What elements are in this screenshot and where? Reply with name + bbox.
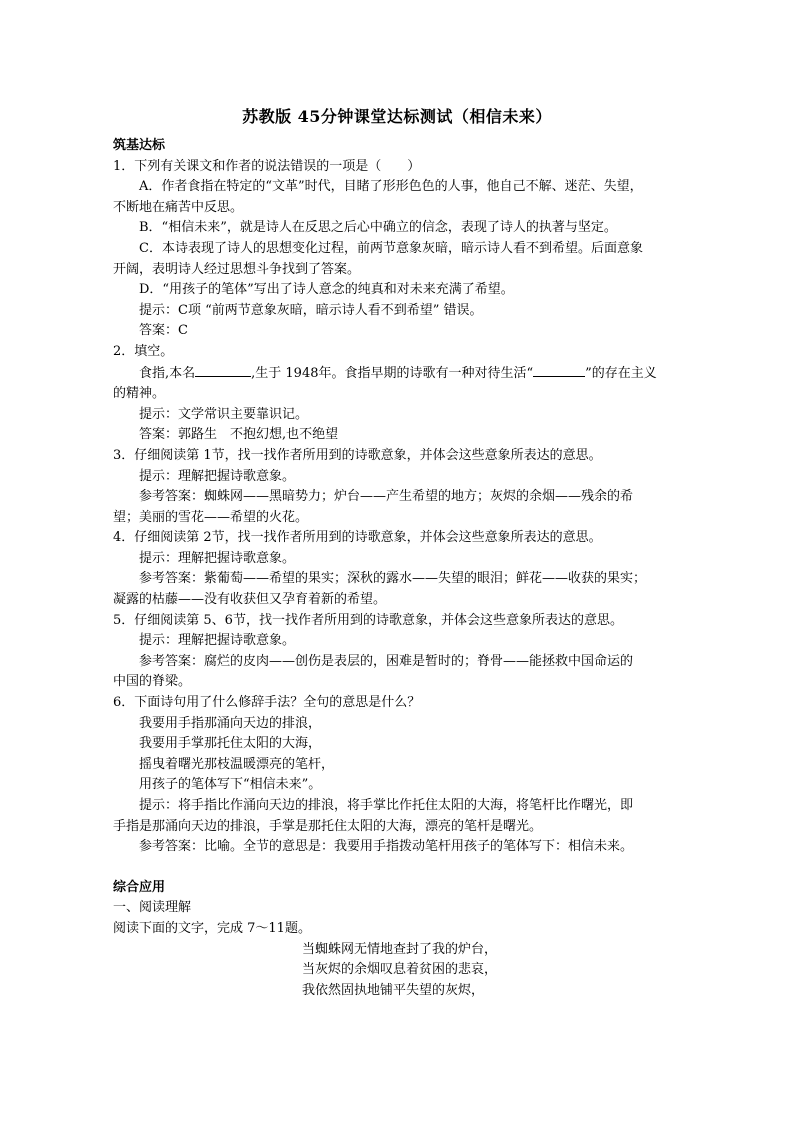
q2-fill-text [113, 363, 681, 385]
q5-hint: 提示：理解把握诗歌意象。 [139, 633, 296, 649]
q4-answer: 参考答案：紫葡萄——希望的果实；深秋的露水——失望的眼泪；鲜花——收获的果实； [139, 571, 647, 587]
q6-verse: 用孩子的笔体写下“相信未来”。 [139, 777, 322, 793]
q2-stem: 2．填空。 [113, 343, 174, 359]
q6-answer: 参考答案：比喻。全节的意思是：我要用手指拨动笔杆用孩子的笔体写下：相信未来。 [139, 839, 634, 855]
poem-line: 当蜘蛛网无情地查封了我的炉台， [302, 941, 498, 957]
q3-hint: 提示：理解把握诗歌意象。 [139, 468, 296, 484]
q5-stem: 5．仔细阅读第 5、6节，找一找作者所用到的诗歌意象，并体会这些意象所表达的意思。 [113, 612, 623, 628]
fill-blank-1[interactable] [195, 363, 251, 377]
poem-line: 我依然固执地铺平失望的灰烬， [302, 982, 485, 998]
q1-option-b: B．“相信未来”，就是诗人在反思之后心中确立的信念，表现了诗人的执著与坚定。 [139, 220, 617, 236]
section-gap [113, 858, 681, 878]
section-heading-applied: 综合应用 [113, 879, 166, 895]
q2-text-part1: 食指,本名 [139, 365, 196, 381]
q4-hint: 提示：理解把握诗歌意象。 [139, 550, 296, 566]
q6-verse: 我要用手掌那托住太阳的大海， [139, 736, 322, 752]
q6-stem: 6．下面诗句用了什么修辞手法？全句的意思是什么？ [113, 695, 421, 711]
q2-text-part2: ,生于 1948年。食指早期的诗歌有一种对待生活“ [251, 365, 534, 381]
q2-text-cont: 的精神。 [113, 386, 166, 402]
q1-option-c-cont: 开阔，表明诗人经过思想斗争找到了答案。 [113, 261, 361, 277]
q2-text-part3: ”的存在主义 [585, 365, 657, 381]
q3-stem: 3．仔细阅读第 1节，找一找作者所用到的诗歌意象，并体会这些意象所表达的意思。 [113, 447, 602, 463]
q1-hint: 提示：C项 “前两节意象灰暗，暗示诗人看不到希望” 错误。 [139, 302, 483, 318]
q4-answer-cont: 凝露的枯藤——没有收获但又孕育着新的希望。 [113, 592, 387, 608]
q3-answer: 参考答案：蜘蛛网——黑暗势力；炉台——产生希望的地方；灰烬的余烟——残余的希 [139, 489, 634, 505]
q1-stem: 1．下列有关课文和作者的说法错误的一项是（ ） [113, 158, 421, 174]
fill-blank-2[interactable] [533, 363, 585, 377]
q1-option-a: A．作者食指在特定的“文革”时代，目睹了形形色色的人事，他自己不解、迷茫、失望， [139, 179, 643, 195]
q5-answer-cont: 中国的脊梁。 [113, 674, 192, 690]
q1-option-d: D．“用孩子的笔体”写出了诗人意念的纯真和对未来充满了希望。 [139, 282, 514, 298]
q2-answer: 答案：郭路生 不抱幻想,也不绝望 [139, 427, 339, 443]
q6-verse: 摇曳着曙光那枝温暖漂亮的笔杆， [139, 756, 335, 772]
subsection-heading-reading: 一、阅读理解 [113, 900, 192, 916]
section-heading-basic: 筑基达标 [113, 138, 166, 153]
q3-answer-cont: 望；美丽的雪花——希望的火花。 [113, 509, 309, 525]
q6-verse: 我要用手指那涌向天边的排浪， [139, 715, 322, 731]
document-body [113, 136, 681, 1001]
q1-option-c: C．本诗表现了诗人的思想变化过程，前两节意象灰暗，暗示诗人看不到希望。后面意象 [139, 240, 643, 256]
q6-hint-cont: 手指是那涌向天边的排浪，手掌是那托住太阳的大海，漂亮的笔杆是曙光。 [113, 818, 543, 834]
reading-intro: 阅读下面的文字，完成 7～11题。 [113, 920, 311, 936]
page-title: 苏教版 45分钟课堂达标测试（相信未来） [242, 107, 552, 126]
q4-stem: 4．仔细阅读第 2节，找一找作者所用到的诗歌意象，并体会这些意象所表达的意思。 [113, 530, 602, 546]
q2-hint: 提示：文学常识主要靠识记。 [139, 406, 309, 422]
q1-option-a-cont: 不断地在痛苦中反思。 [113, 199, 244, 215]
q6-hint: 提示：将手指比作涌向天边的排浪，将手掌比作托住太阳的大海，将笔杆比作曙光，即 [139, 798, 634, 813]
poem-line: 当灰烬的余烟叹息着贫困的悲哀， [302, 962, 498, 978]
q1-answer: 答案：C [139, 323, 188, 339]
q5-answer: 参考答案：腐烂的皮肉——创伤是表层的，困难是暂时的；脊骨——能拯救中国命运的 [139, 653, 634, 669]
